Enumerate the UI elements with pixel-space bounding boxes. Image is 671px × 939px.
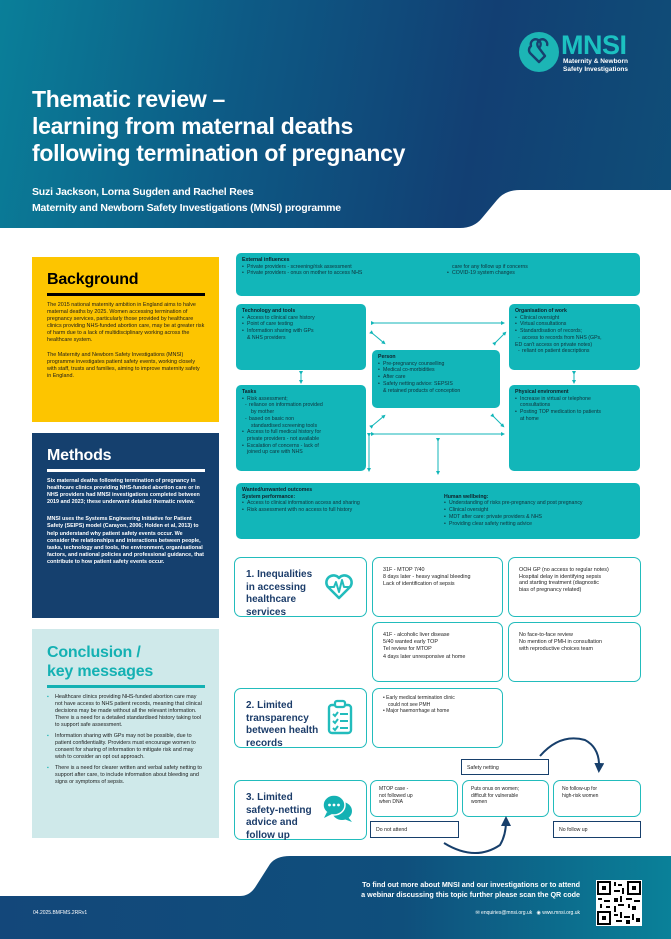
email-link[interactable]: enquiries@mnsi.org.uk	[481, 910, 533, 916]
theme-3-box-a	[370, 780, 458, 817]
conclusion-bullet: ▪ Healthcare clinics providing NHS-funded abortion care may not have access to NHS patient records, meaning that clinical decisions may be made without all the relevant information. There is a need for a detailed standardised history taking tool to support safe assessment.	[47, 694, 205, 729]
detail-bullet-cont: could not see PMH	[388, 701, 431, 708]
detail-text: Early medical termination clinic	[386, 695, 455, 701]
list-item: • COVID-19 system changes	[447, 270, 528, 277]
case-line: Lack of identification of sepsis	[383, 581, 455, 588]
physical-environment-box	[509, 385, 640, 471]
theme-1-title-line: 1. Inequalities	[246, 569, 313, 580]
list-item: • After care	[378, 374, 494, 381]
theme-1-title-line: services	[246, 606, 287, 618]
case-box-3	[372, 622, 503, 682]
title-line-3: following termination of pregnancy	[32, 140, 406, 166]
case-line: 8 days later - heavy vaginal bleeding	[383, 574, 471, 581]
tasks-box	[236, 385, 366, 471]
outcomes-title: Wanted/unwanted outcomes	[242, 487, 313, 493]
divider	[47, 293, 205, 296]
authors: Suzi Jackson, Lorna Sugden and Rachel Rees	[32, 186, 254, 198]
list-item: private providers - not available	[247, 435, 320, 442]
detail-bullet: • Major haemorrhage at home	[383, 708, 450, 714]
list-item: joined up care with NHS	[247, 449, 303, 456]
list-item: consultations	[520, 402, 551, 409]
mnsi-logo	[519, 32, 659, 82]
background-panel	[32, 257, 219, 422]
box-line: when DNA	[379, 799, 403, 805]
case-box-4	[508, 622, 641, 682]
physical-environment-title: Physical environment	[515, 389, 569, 395]
background-paragraph-2: The Maternity and Newborn Safety Investigations (MNSI) programme investigates patient safety events, working closely with staff, trusts and families, aiming to improve maternity safety in England.	[47, 351, 200, 379]
list-item: - access to records from NHS (GPs,	[515, 335, 634, 342]
safety-netting-label: Safety netting	[461, 759, 549, 775]
organisation-of-work-box	[509, 304, 640, 370]
list-item: • Pre-pregnancy counselling	[378, 361, 494, 368]
theme-2-title-line: records	[246, 737, 283, 749]
box-line: high-risk women	[562, 792, 599, 799]
theme-3-title-line: safety-netting	[246, 804, 312, 816]
case-line: 5/40 wanted early TOP	[383, 639, 438, 646]
external-influences-box	[236, 253, 640, 296]
case-box-1	[372, 557, 503, 617]
detail-text: Major haemorrhage at home	[386, 708, 450, 714]
outcomes-box	[236, 483, 640, 539]
list-item: • Risk assessment;	[242, 396, 360, 403]
logo-text: MNSI	[561, 30, 627, 60]
logo-subtitle-2: Safety Investigations	[563, 65, 629, 73]
list-item: • Clinical oversight	[515, 315, 634, 322]
box-line: Puts onus on women;	[471, 786, 520, 792]
list-item: • Access to full medical history for	[242, 429, 360, 436]
theme-3-title-line: advice and	[246, 817, 298, 828]
theme-2-title-line: transparency	[246, 712, 309, 724]
list-item: • Understanding of risks pre-pregnancy and post pregnancy	[444, 500, 583, 507]
list-item: ED can't access on private notes)	[515, 341, 593, 348]
email-icon: ✉	[475, 910, 480, 916]
globe-icon: ◉	[536, 910, 541, 916]
footer-contact	[420, 910, 580, 916]
case-line: 31F - MTOP 7/40	[383, 567, 425, 573]
theme-1-title-line: healthcare	[246, 594, 297, 605]
list-item: • Access to clinical information access and sharing	[242, 500, 444, 507]
list-item: • Access to clinical care history	[242, 315, 360, 322]
theme-3-box	[234, 780, 367, 840]
divider	[47, 469, 205, 472]
case-line: with reproductive choices team	[519, 646, 594, 653]
conclusion-panel	[32, 629, 219, 838]
list-item: & retained products of conception	[383, 387, 461, 394]
theme-2-details-box	[372, 688, 503, 748]
conclusion-bullet: ▪ Information sharing with GPs may not be possible, due to patient confidentiality. Providers must encourage women to consent for sharing of information to mitigate risk and may wish to consider an opt out approach.	[47, 733, 205, 761]
theme-3-title-line: follow up	[246, 829, 290, 841]
list-item: • Risk assessment with no access to full history	[242, 507, 444, 514]
list-item: standardised screening tools	[251, 422, 318, 429]
list-item: • Virtual consultations	[515, 321, 634, 328]
list-item: • MDT after care: private providers & NHS	[444, 514, 583, 521]
theme-2-box	[234, 688, 367, 748]
logo-subtitle-1: Maternity & Newborn	[563, 58, 629, 65]
chat-bubbles-icon	[322, 793, 354, 828]
technology-tools-box	[236, 304, 366, 370]
footer-cta	[336, 880, 580, 899]
list-item: - based on basic non	[242, 416, 360, 423]
box-line: MTOP case -	[379, 786, 409, 792]
theme-2-title-line: between health	[246, 725, 319, 736]
person-box	[372, 350, 500, 408]
list-item: care for any follow up if concerns	[452, 263, 528, 270]
document-code: 04.2025.BMFMS.2RRv1	[33, 910, 88, 916]
list-item: • Clinical oversight	[444, 507, 583, 514]
list-item: • Safety netting advice: SEPSIS	[378, 381, 494, 388]
conclusion-heading	[47, 643, 219, 681]
tasks-title: Tasks	[242, 389, 257, 395]
methods-paragraph-1: Six maternal deaths following termination of pregnancy in healthcare clinics providing NHS-funded abortion care or in NHS providers had MNSI investigations completed between 2019 and 2023; these underwent detailed thematic review.	[47, 478, 200, 506]
case-line: and starting treatment (diagnostic	[519, 580, 600, 587]
do-not-attend-label: Do not attend	[370, 821, 459, 838]
logo-mark-icon	[519, 32, 559, 72]
authors-block	[32, 184, 341, 216]
case-line: Tel review for MTOP	[383, 646, 432, 653]
methods-heading: Methods	[47, 447, 112, 464]
case-line: No face-to-face review	[519, 632, 573, 638]
case-line: OOH GP (no access to regular notes)	[519, 567, 609, 573]
theme-3-box-c	[553, 780, 641, 817]
human-wellbeing-title: Human wellbeing:	[444, 493, 489, 500]
box-line: women	[471, 799, 488, 805]
list-item: & NHS providers	[247, 334, 286, 341]
qr-code[interactable]	[596, 880, 642, 926]
heart-pulse-icon	[324, 572, 354, 605]
external-influences-title: External influences	[242, 257, 290, 263]
list-item: • Increase in virtual or telephone	[515, 396, 634, 403]
title-line-1: Thematic review –	[32, 86, 226, 112]
theme-3-box-b	[462, 780, 549, 817]
list-item: - reliant on patient descriptions	[515, 348, 634, 355]
clipboard-checklist-icon	[326, 699, 354, 740]
conclusion-heading-line-2: key messages	[47, 663, 154, 680]
arrow	[372, 416, 384, 426]
arrow	[495, 333, 505, 343]
list-item: • Private providers - screening/risk assessment	[242, 264, 447, 271]
list-item: • Medical co-morbidities	[378, 367, 494, 374]
case-line: Hospital delay in identifying sepsis	[519, 574, 602, 581]
case-line: bias of pregnancy related)	[519, 586, 582, 593]
programme: Maternity and Newborn Safety Investigations (MNSI) programme	[32, 202, 341, 214]
theme-2-title-line: 2. Limited	[246, 700, 293, 711]
theme-1-title-line: in accessing	[246, 581, 307, 593]
person-title: Person	[378, 354, 396, 360]
list-item: • Private providers - onus on mother to access NHS	[242, 270, 447, 277]
case-line: No mention of PMH in consultation	[519, 639, 602, 646]
footer-cta-line-2: a webinar discussing this topic further please scan the QR code	[361, 889, 580, 899]
case-line: 4 days later unresponsive at home	[383, 653, 466, 660]
list-item: • Information sharing with GPs	[242, 328, 360, 335]
arrow	[372, 333, 384, 343]
system-performance-title: System performance:	[242, 493, 296, 500]
list-item: • Posting TOP medication to patients	[515, 409, 634, 416]
list-item: • Point of care testing	[242, 321, 360, 328]
divider	[47, 685, 205, 688]
detail-bullet: • Early medical termination clinic	[383, 695, 455, 701]
theme-1-box	[234, 557, 367, 617]
conclusion-heading-line-1: Conclusion /	[47, 644, 141, 661]
background-heading: Background	[47, 271, 139, 288]
box-line: not followed up	[379, 792, 413, 799]
page-title	[32, 86, 405, 167]
methods-paragraph-2: MNSI uses the Systems Engineering Initiative for Patient Safety (SEIPS) model (Carayon, 2006; Holden et al, 2013) to help understand why patient safety events occur. We consider the relationships and interactions between people, tasks, technology and tools, the environment, organisational factors, and national policies and professional guidance, that contribute to how patient safety events occur.	[47, 516, 204, 565]
title-line-2: learning from maternal deaths	[32, 113, 354, 139]
conclusion-bullet: ▪ There is a need for clearer written and verbal safety netting to support after care, to include information about bleeding and signs or symptoms of sepsis.	[47, 765, 205, 786]
background-paragraph-1: The 2015 national maternity ambition in England aims to halve maternal deaths by 2025. Women accessing termination of pregnancy services, particularly those provided by healthcare clinics providing NHS-funded abortion care, may be at greater risk of harm due to a lack of multidisciplinary working across the healthcare system.	[47, 302, 205, 344]
box-line: No follow-up for	[562, 786, 598, 792]
case-line: 41F - alcoholic liver disease	[383, 632, 450, 638]
case-box-2	[508, 557, 641, 617]
technology-tools-title: Technology and tools	[242, 308, 296, 314]
list-item: - reliance on information provided	[242, 402, 360, 409]
theme-3-title-line: 3. Limited	[246, 792, 293, 803]
arrow	[493, 416, 503, 426]
list-item: • Escalation of concerns - lack of	[242, 443, 360, 450]
methods-panel	[32, 433, 219, 618]
list-item: by mother	[251, 409, 275, 416]
list-item: • Standardisation of records;	[515, 328, 634, 335]
footer-cta-line-1: To find out more about MNSI and our investigations or to attend	[362, 880, 580, 889]
organisation-title: Organisation of work	[515, 308, 567, 314]
box-line: difficult for vulnerable	[471, 792, 519, 799]
list-item: at home	[520, 415, 539, 422]
no-follow-up-label: No follow up	[553, 821, 641, 838]
logo-subtitle	[563, 58, 628, 73]
list-item: • Providing clear safety netting advice	[444, 521, 583, 528]
website-link[interactable]: www.mnsi.org.uk	[542, 910, 580, 916]
